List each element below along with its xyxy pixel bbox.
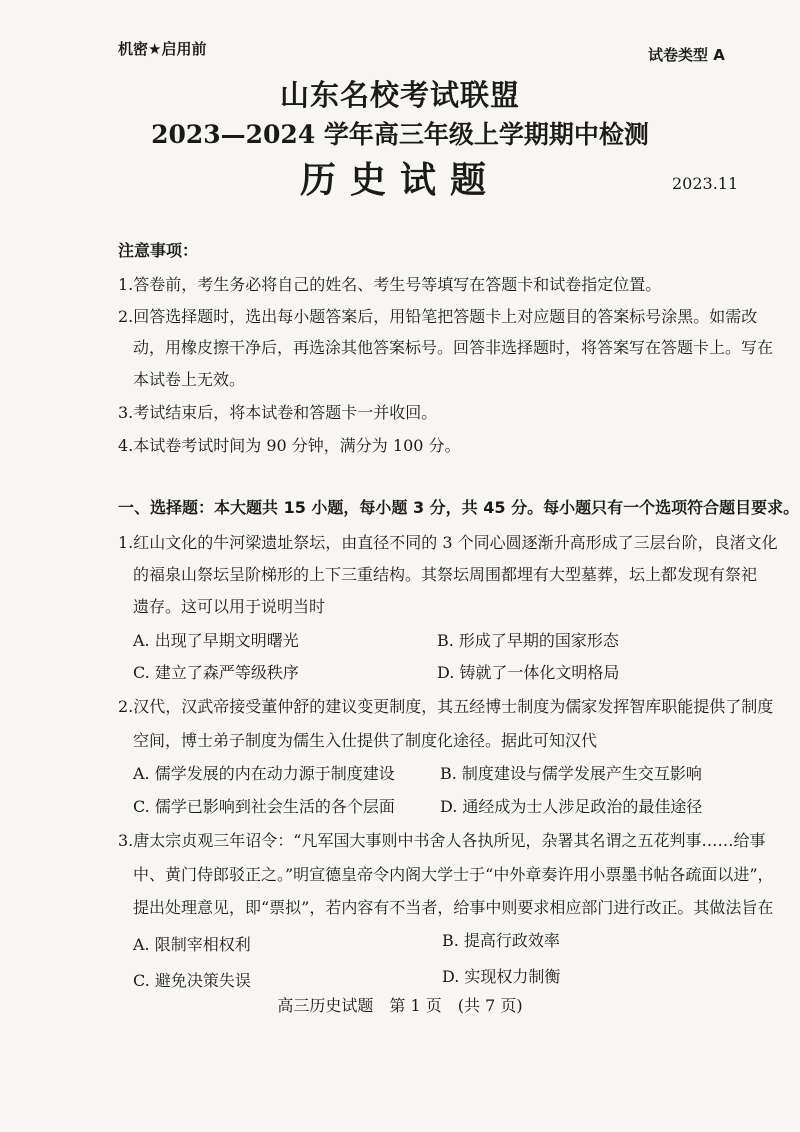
question-3-line: 3.唐太宗贞观三年诏令：“凡军国大事则中书舍人各执所见，杂署其名谓之五花判事……给事 <box>118 831 766 850</box>
question-1-option-c: C. 建立了森严等级秩序 <box>133 663 299 682</box>
question-3-option-b: B. 提高行政效率 <box>442 931 560 950</box>
question-1-line: 1.红山文化的牛河梁遗址祭坛，由直径不同的 3 个同心圆逐渐升高形成了三层台阶，良渚文化 <box>118 533 778 552</box>
notice-item: 1.答卷前，考生务必将自己的姓名、考生号等填写在答题卡和试卷指定位置。 <box>118 275 662 294</box>
question-3-option-c: C. 避免决策失误 <box>133 971 251 990</box>
section-title: 一、选择题：本大题共 15 小题，每小题 3 分，共 45 分。每小题只有一个选项符合题目要求。 <box>118 498 800 517</box>
notice-title: 注意事项： <box>118 241 199 260</box>
question-2-option-d: D. 通经成为士人涉足政治的最佳途径 <box>440 797 703 816</box>
paper-type-label: 试卷类型 A <box>648 46 725 64</box>
notice-item: 动，用橡皮擦干净后，再选涂其他答案标号。回答非选择题时，将答案写在答题卡上。写在 <box>133 338 774 357</box>
question-1-line: 的福泉山祭坛呈阶梯形的上下三重结构。其祭坛周围都埋有大型墓葬，坛上都发现有祭祀 <box>133 565 758 584</box>
notice-item: 本试卷上无效。 <box>133 370 246 389</box>
question-3-option-a: A. 限制宰相权利 <box>133 935 251 954</box>
confidential-label: 机密★启用前 <box>118 40 207 58</box>
subject-title: 历史试题 <box>299 159 500 201</box>
page-footer: 高三历史试题 第 1 页 (共 7 页) <box>277 996 523 1015</box>
exam-name: 2023—2024 学年高三年级上学期期中检测 <box>151 120 649 149</box>
question-1-option-a: A. 出现了早期文明曙光 <box>133 631 299 650</box>
question-2-option-b: B. 制度建设与儒学发展产生交互影响 <box>440 764 702 783</box>
notice-item: 4.本试卷考试时间为 90 分钟，满分为 100 分。 <box>118 436 461 455</box>
notice-item: 3.考试结束后，将本试卷和答题卡一并收回。 <box>118 403 438 422</box>
question-3-option-d: D. 实现权力制衡 <box>442 967 561 986</box>
question-3-line: 提出处理意见，即“票拟”，若内容有不当者，给事中则要求相应部门进行改正。其做法旨在 <box>133 898 774 917</box>
notice-item: 2.回答选择题时，选出每小题答案后，用铅笔把答题卡上对应题目的答案标号涂黑。如需改 <box>118 307 758 326</box>
question-2-option-a: A. 儒学发展的内在动力源于制度建设 <box>133 764 395 783</box>
question-1-option-d: D. 铸就了一体化文明格局 <box>437 663 620 682</box>
exam-date: 2023.11 <box>672 174 739 193</box>
question-1-option-b: B. 形成了早期的国家形态 <box>437 631 619 650</box>
question-1-line: 遗存。这可以用于说明当时 <box>133 597 326 616</box>
question-2-option-c: C. 儒学已影响到社会生活的各个层面 <box>133 797 395 816</box>
question-2-line: 2.汉代，汉武帝接受董仲舒的建议变更制度，其五经博士制度为儒家发挥智库职能提供了制度 <box>118 697 774 716</box>
league-title: 山东名校考试联盟 <box>279 78 520 112</box>
question-2-line: 空间，博士弟子制度为儒生入仕提供了制度化途径。据此可知汉代 <box>133 731 598 750</box>
question-3-line: 中、黄门侍郎驳正之。”明宣德皇帝令内阁大学士于“中外章奏许用小票墨书帖各疏面以进”， <box>133 865 774 884</box>
